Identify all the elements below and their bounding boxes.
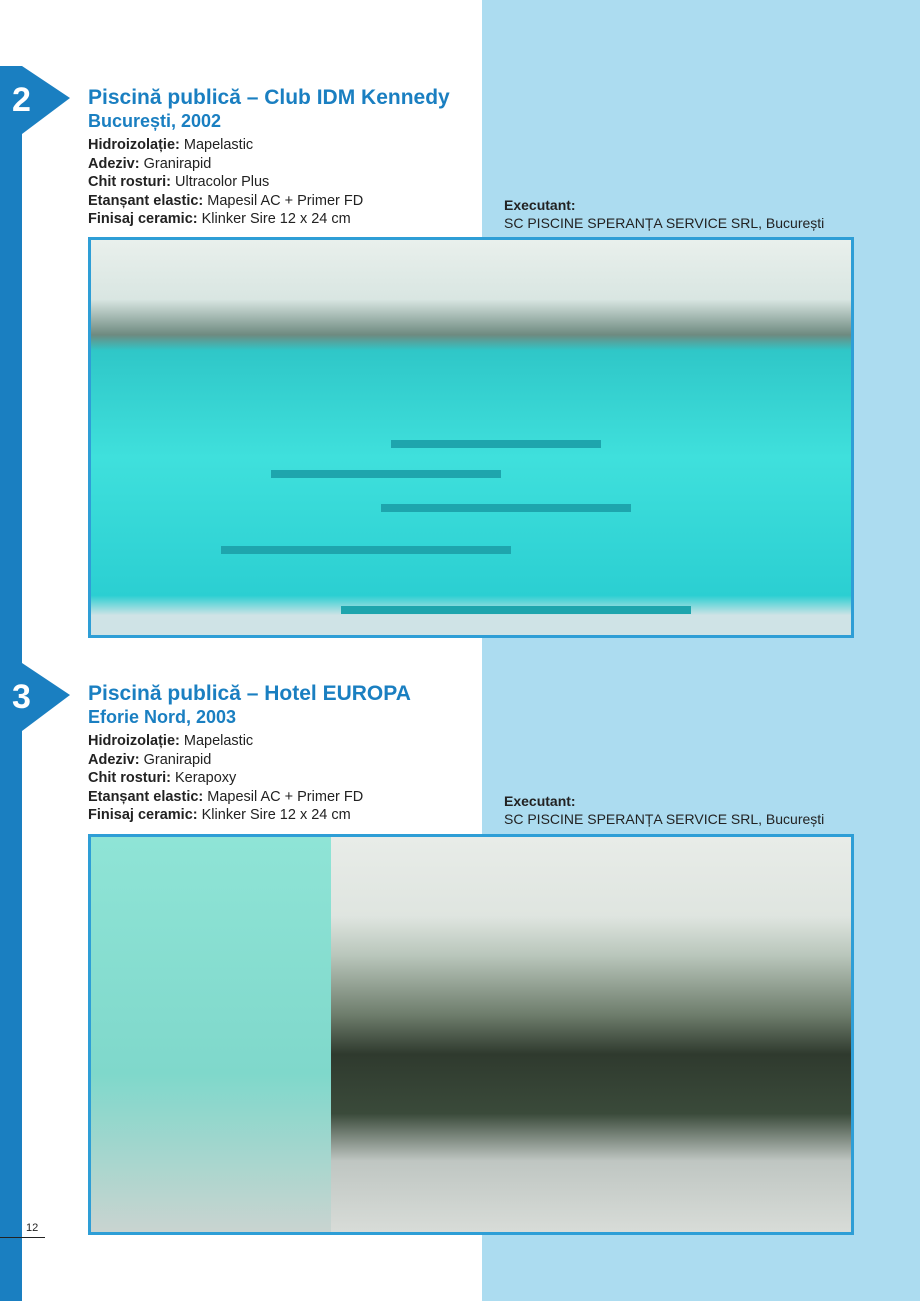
spec-row: Hidroizolație: Mapelastic: [88, 733, 254, 749]
spec-list: [88, 732, 363, 825]
page-number: 12: [26, 1222, 39, 1234]
section-number: 3: [12, 678, 31, 716]
spec-row: Hidroizolație: Mapelastic: [88, 137, 254, 153]
executant-block: [504, 792, 824, 828]
spec-row: Etanșant elastic: Mapesil AC + Primer FD: [88, 788, 364, 805]
spec-row: Adeziv: Granirapid: [88, 751, 212, 768]
photo-wall-area: [91, 837, 331, 1232]
spec-row: Finisaj ceramic: Klinker Sire 12 x 24 cm: [88, 807, 351, 823]
arrow-badge-icon: [0, 663, 70, 733]
arrow-badge-icon: [0, 66, 70, 136]
executant-name: SC PISCINE SPERANȚA SERVICE SRL, București: [504, 215, 825, 231]
spec-row: Chit rosturi: Ultracolor Plus: [88, 174, 270, 190]
section-number-badge: [0, 66, 70, 136]
executant-label: Executant:: [504, 197, 576, 213]
executant-label: Executant:: [504, 793, 576, 809]
spec-row: Adeziv: Granirapid: [88, 155, 212, 172]
executant-name: SC PISCINE SPERANȚA SERVICE SRL, București: [504, 811, 825, 827]
entry-subtitle: Eforie Nord, 2003: [88, 707, 237, 727]
spec-row: Finisaj ceramic: Klinker Sire 12 x 24 cm: [88, 211, 351, 227]
pool-photo-hotel-europa: [88, 834, 854, 1235]
entry-title: Piscină publică – Hotel EUROPA: [88, 682, 411, 705]
spec-row: Chit rosturi: Kerapoxy: [88, 770, 237, 786]
page-number-rule: [0, 1237, 45, 1238]
executant-block: [504, 196, 824, 232]
section-number-badge: [0, 663, 70, 733]
entry-subtitle: București, 2002: [88, 111, 222, 131]
pool-photo-club-idm-kennedy: [88, 237, 854, 638]
spec-row: Etanșant elastic: Mapesil AC + Primer FD: [88, 192, 364, 209]
spec-list: [88, 136, 363, 229]
entry-title: Piscină publică – Club IDM Kennedy: [88, 86, 450, 109]
section-number: 2: [12, 81, 31, 119]
